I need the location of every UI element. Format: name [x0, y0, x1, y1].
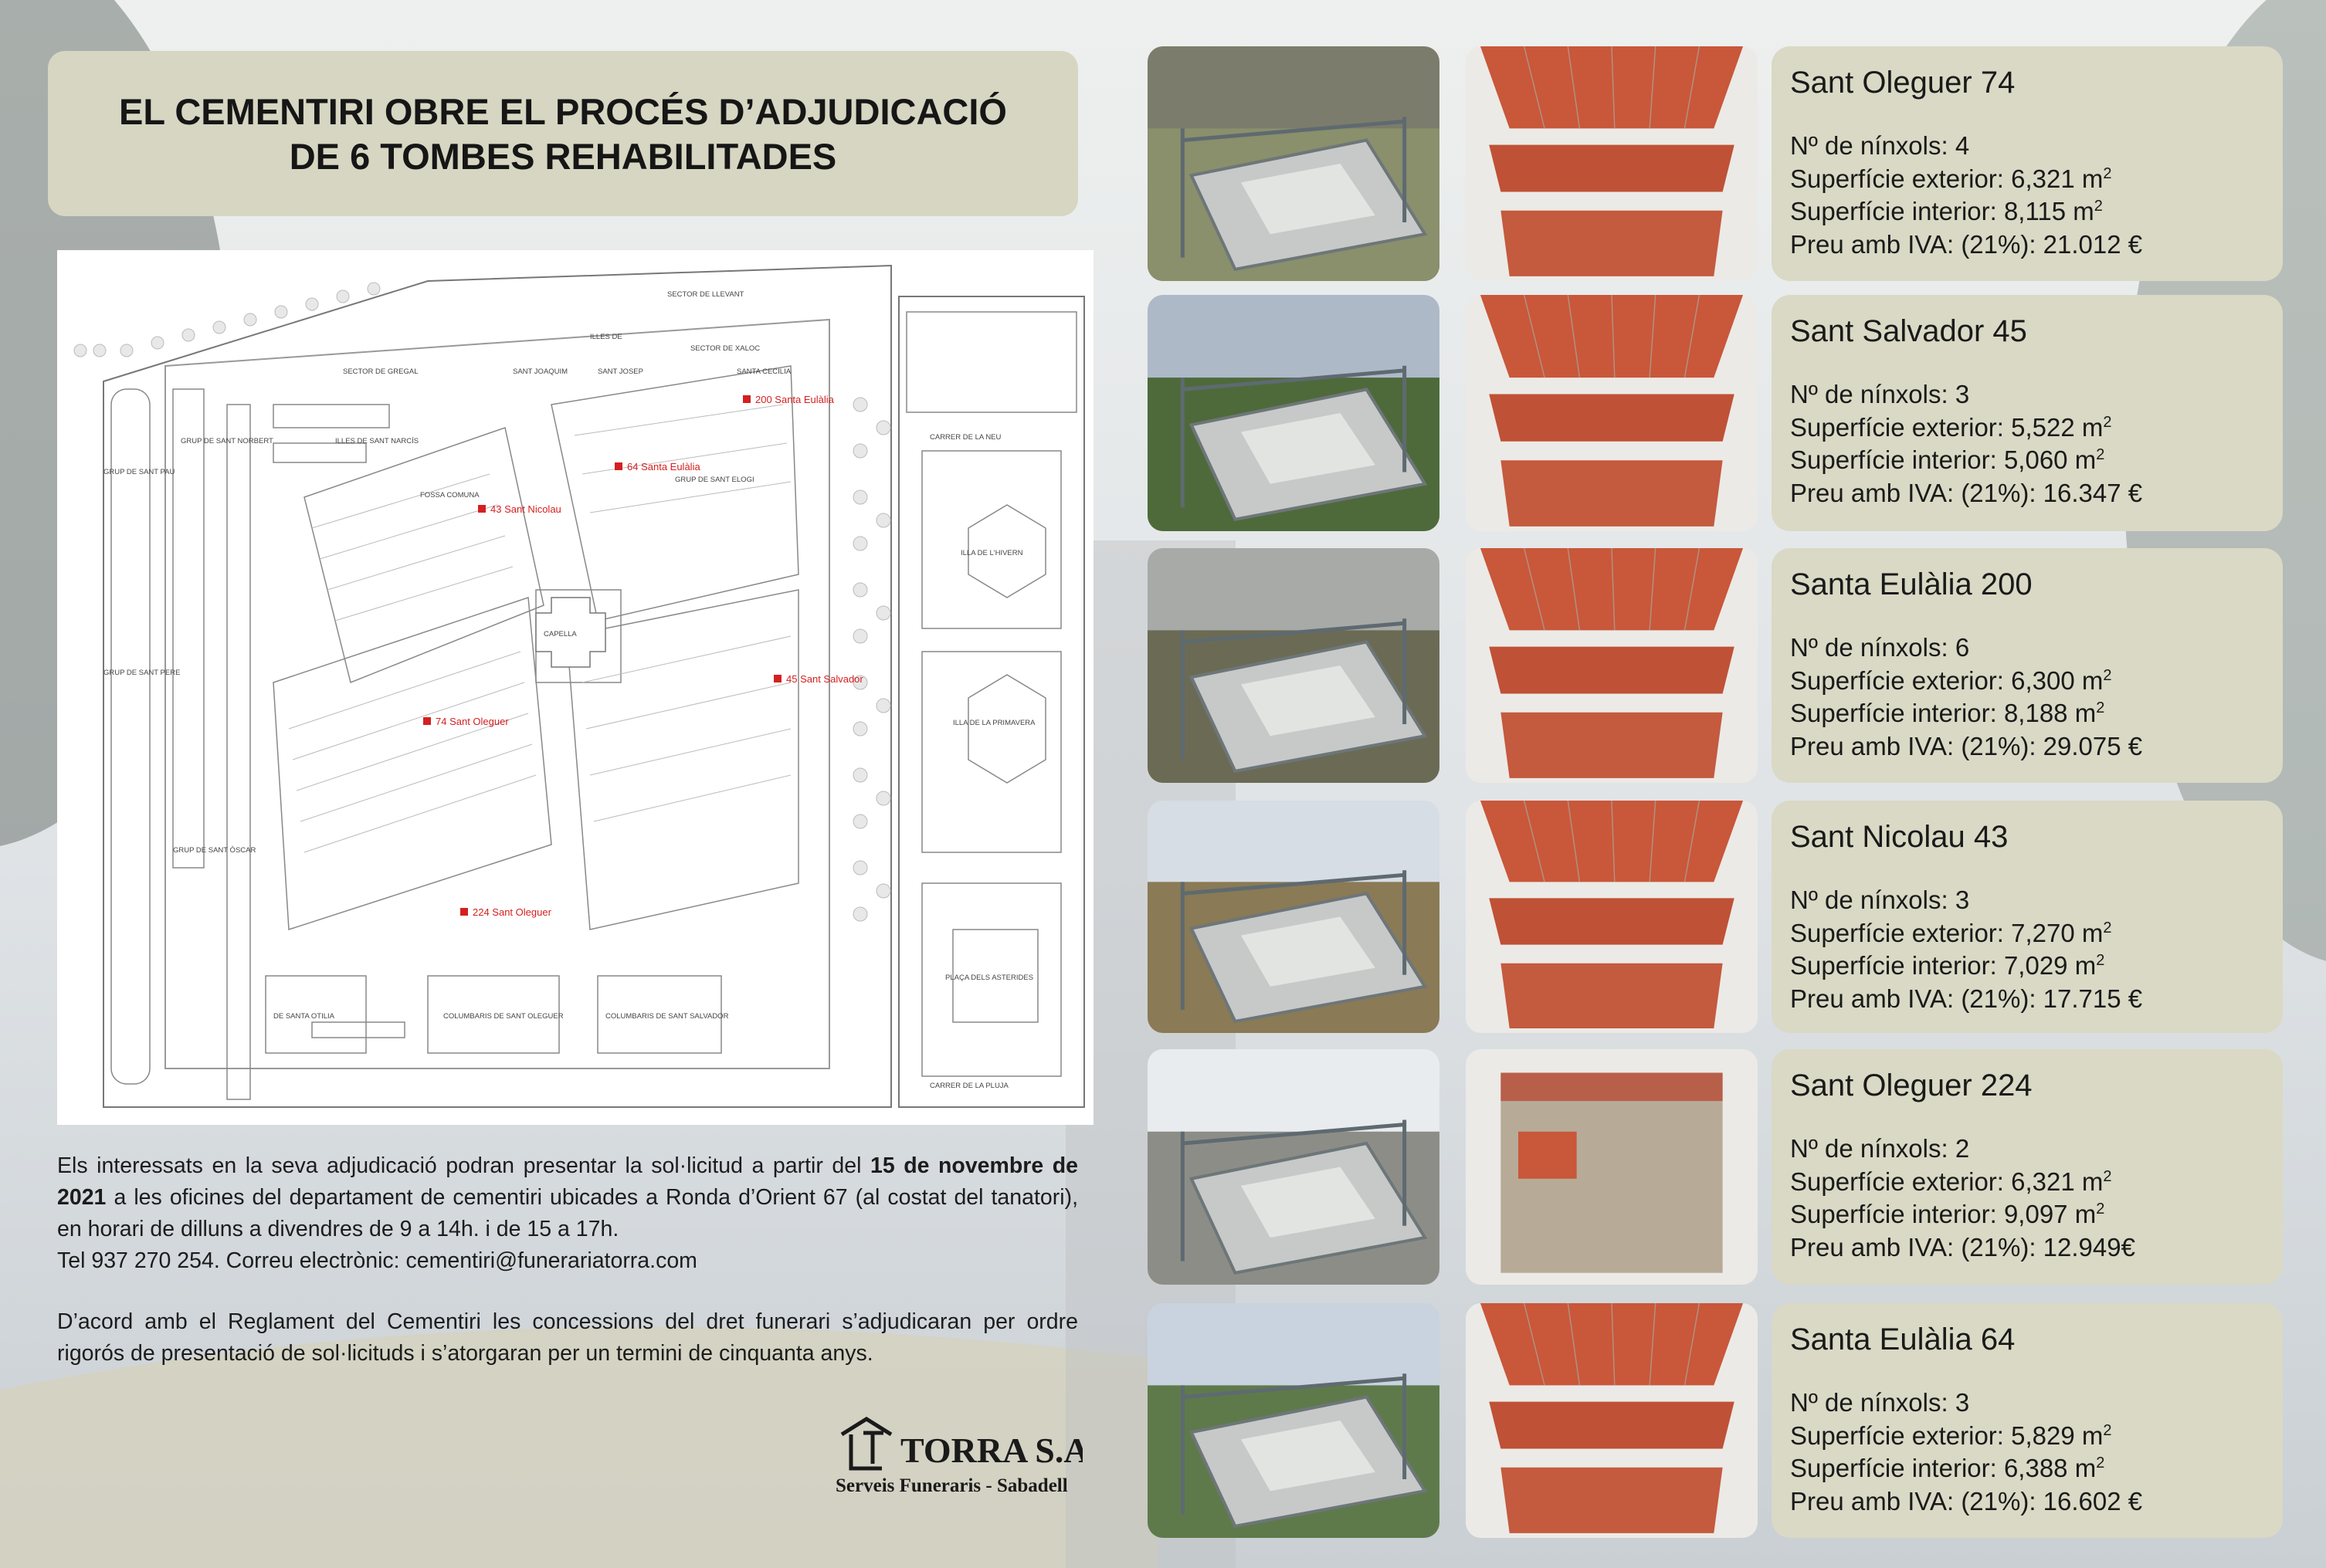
cemetery-map: [57, 250, 1093, 1125]
start-date: 15 de novembre de 2021: [57, 1153, 1079, 1210]
price: Preu amb IVA: (21%): 17.715 €: [1790, 984, 2143, 1013]
interior-area: Superfície interior: 8,188 $m^2$: [1790, 699, 2105, 727]
interior-area: Superfície interior: 8,115 $m^2$: [1790, 197, 2103, 225]
tomb-photo-icon: [1148, 548, 1439, 783]
map-text: ILLES DE: [590, 333, 622, 341]
exterior-area: Superfície exterior: 5,829 $m^2$: [1790, 1421, 2112, 1450]
map-text: SANT JOSEP: [598, 367, 643, 376]
contact-line: Tel 937 270 254. Correu electrònic: cementiri@funerariatorra.com: [57, 1248, 697, 1273]
ninxols-count: Nº de nínxols: 3: [1790, 886, 1970, 914]
ninxols-count: Nº de nínxols: 3: [1790, 1388, 1970, 1417]
torra-logo-mark: [842, 1419, 891, 1468]
logo-name: TORRA S.A.: [900, 1431, 1083, 1470]
map-text: SANT JOAQUIM: [513, 367, 568, 376]
map-label-43: 43 Sant Nicolau: [490, 503, 561, 515]
title-banner: [48, 51, 1078, 216]
interior-area: Superfície interior: 5,060 $m^2$: [1790, 445, 2105, 474]
map-label-45: 45 Sant Salvador: [786, 673, 863, 685]
tomb-interior-icon: [1466, 1303, 1758, 1538]
map-text: DE SANTA OTILIA: [273, 1012, 335, 1021]
ninxols-count: Nº de nínxols: 3: [1790, 380, 1970, 408]
exterior-area: Superfície exterior: 6,321 $m^2$: [1790, 1167, 2112, 1196]
map-text: ILLA DE LA PRIMAVERA: [953, 719, 1036, 727]
map-text: CAPELLA: [544, 630, 577, 638]
tomb-name: Sant Salvador 45: [1790, 314, 2027, 348]
tomb-photo-icon: [1148, 1303, 1439, 1538]
tomb-photo-icon: [1148, 295, 1439, 531]
map-text: GRUP DE SANT PAU: [103, 468, 175, 476]
tomb-card: [1772, 1049, 2283, 1285]
map-text: GRUP DE SANT NORBERT: [181, 437, 273, 445]
torra-logo: [836, 1413, 1083, 1498]
marker-200-santa-eulalia: [743, 395, 751, 403]
tomb-card: [1772, 548, 2283, 783]
body-text: [57, 1150, 1078, 1370]
tomb-card: [1772, 295, 2283, 531]
ninxols-count: Nº de nínxols: 6: [1790, 633, 1970, 662]
title-line-1: EL CEMENTIRI OBRE EL PROCÉS D’ADJUDICACIÓ: [119, 91, 1007, 132]
exterior-area: Superfície exterior: 7,270 $m^2$: [1790, 918, 2112, 947]
paragraph-regulation: D’acord amb el Reglament del Cementiri les concessions del dret funerari s’adjudicaran per ordre rigorós de presentació de sol·licituds i s’atorgaran per un termini de cinquanta anys.: [57, 1309, 1078, 1366]
tomb-name: Sant Nicolau 43: [1790, 820, 2009, 854]
map-label-74: 74 Sant Oleguer: [436, 716, 509, 727]
map-text: GRUP DE SANT ÒSCAR: [173, 846, 256, 855]
map-text: COLUMBARIS DE SANT OLEGUER: [443, 1012, 564, 1021]
map-text: ILLA DE L'HIVERN: [961, 549, 1023, 557]
map-text: CARRER DE LA NEU: [930, 433, 1002, 442]
tomb-name: Sant Oleguer 74: [1790, 66, 2016, 100]
interior-area: Superfície interior: 7,029 $m^2$: [1790, 951, 2105, 980]
tomb-card: [1772, 801, 2283, 1033]
tomb-interior-icon: [1466, 801, 1758, 1033]
map-text: CARRER DE LA PLUJA: [930, 1082, 1009, 1090]
map-text: PLAÇA DELS ASTERIDES: [945, 974, 1034, 982]
map-label-64: 64 Santa Eulàlia: [627, 461, 700, 472]
tomb-card: [1772, 1303, 2283, 1538]
exterior-area: Superfície exterior: 6,321 $m^2$: [1790, 164, 2112, 193]
title-line-2: DE 6 TOMBES REHABILITADES: [289, 136, 837, 177]
marker-224-sant-oleguer: [460, 908, 468, 916]
tomb-photo-icon: [1148, 1049, 1439, 1285]
map-text: SECTOR DE GREGAL: [343, 367, 419, 376]
ninxols-count: Nº de nínxols: 2: [1790, 1134, 1970, 1163]
map-text: SECTOR DE LLEVANT: [667, 290, 744, 299]
tomb-name: Santa Eulàlia 200: [1790, 567, 2033, 601]
marker-43-sant-nicolau: [478, 505, 486, 513]
logo-tagline: Serveis Funeraris - Sabadell: [836, 1475, 1068, 1496]
map-text: SECTOR DE XALOC: [690, 344, 761, 353]
map-text: ILLES DE SANT NARCÍS: [335, 437, 419, 445]
map-text: GRUP DE SANT PERE: [103, 669, 181, 677]
price: Preu amb IVA: (21%): 21.012 €: [1790, 229, 2143, 259]
price: Preu amb IVA: (21%): 12.949€: [1790, 1232, 2135, 1262]
interior-area: Superfície interior: 6,388 $m^2$: [1790, 1454, 2105, 1482]
paragraph-adjudication: [57, 1150, 1078, 1245]
price: Preu amb IVA: (21%): 16.602 €: [1790, 1486, 2143, 1516]
exterior-area: Superfície exterior: 6,300 $m^2$: [1790, 665, 2112, 695]
tomb-interior-icon: [1466, 46, 1758, 281]
price: Preu amb IVA: (21%): 29.075 €: [1790, 731, 2143, 760]
map-text: GRUP DE SANT ELOGI: [675, 476, 754, 484]
paragraph-text: a les oficines del departament de cementiri ubicades a Ronda d’Orient 67 (al costat del tanatori), en horari de dilluns a divendres de 9 a 14h. i de 15 a 17h.: [57, 1185, 1078, 1241]
marker-45-sant-salvador: [774, 675, 782, 682]
map-text: SANTA CECILIA: [737, 367, 792, 376]
exterior-area: Superfície exterior: 5,522 $m^2$: [1790, 412, 2112, 442]
tomb-interior-icon: [1466, 548, 1758, 783]
map-text: FOSSA COMUNA: [420, 491, 480, 500]
map-label-224: 224 Sant Oleguer: [473, 906, 551, 918]
interior-area: Superfície interior: 9,097 $m^2$: [1790, 1200, 2105, 1228]
tomb-interior-icon: [1466, 295, 1758, 531]
map-label-200: 200 Santa Eulàlia: [755, 394, 834, 405]
tomb-card: [1772, 46, 2283, 281]
paragraph-text: Els interessats en la seva adjudicació podran presentar la sol·licitud a partir del: [57, 1153, 870, 1178]
tomb-photo-icon: [1148, 46, 1439, 281]
ninxols-count: Nº de nínxols: 4: [1790, 131, 1970, 160]
tomb-interior-icon: [1466, 1049, 1758, 1285]
marker-74-sant-oleguer: [423, 717, 431, 725]
tomb-name: Santa Eulàlia 64: [1790, 1322, 2016, 1356]
price: Preu amb IVA: (21%): 16.347 €: [1790, 478, 2143, 507]
map-text: COLUMBARIS DE SANT SALVADOR: [605, 1012, 729, 1021]
marker-64-santa-eulalia: [615, 462, 622, 470]
tomb-photo-icon: [1148, 801, 1439, 1033]
tomb-name: Sant Oleguer 224: [1790, 1068, 2033, 1102]
